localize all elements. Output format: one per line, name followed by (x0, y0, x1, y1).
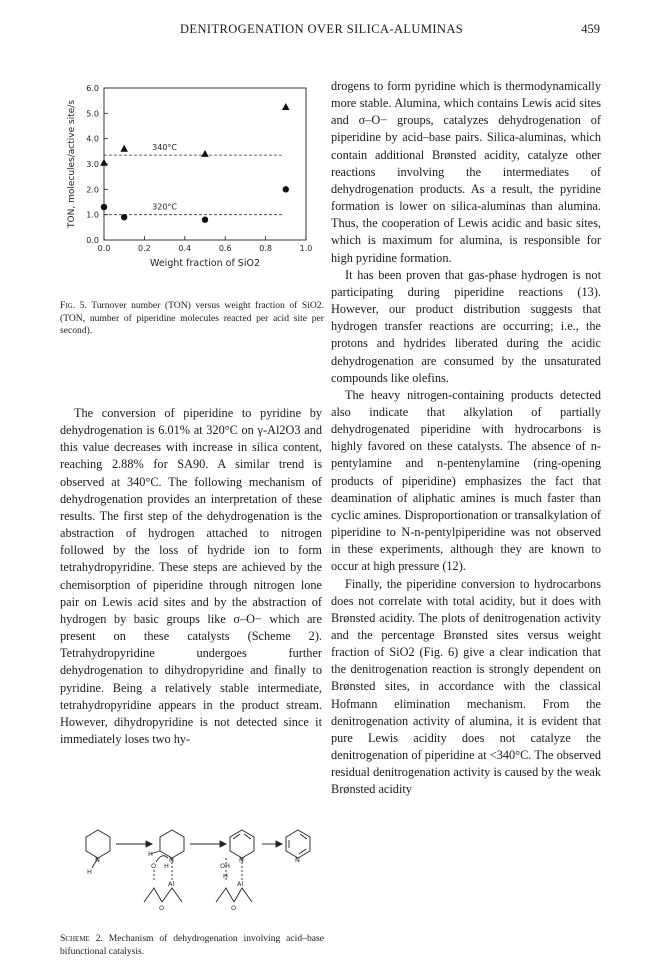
y-tick-label: 3.0 (86, 160, 99, 169)
running-title: DENITROGENATION OVER SILICA-ALUMINAS (180, 22, 464, 36)
figure-5-caption-text: Turnover number (TON) versus weight fraction of SiO2. (TON, number of piperidine molecules reacted per acid site per second). (60, 300, 324, 337)
data-point-circle (283, 186, 289, 192)
figure-5-chart (60, 80, 325, 290)
intermediate-ring (160, 830, 184, 858)
oxygen-label: O (151, 862, 157, 870)
x-axis-label: Weight fraction of SiO2 (150, 258, 260, 269)
y-tick-label: 0.0 (86, 236, 99, 245)
x-tick-label: 1.0 (299, 244, 313, 253)
hydrogen-label: H (87, 868, 92, 876)
scheme-2-caption-text: Mechanism of dehydrogenation involving acid–base bifunctional catalysis. (60, 933, 324, 957)
aluminum-label: Al (237, 880, 244, 888)
x-tick-label: 0.6 (218, 244, 232, 253)
hydrogen-label: H (148, 850, 153, 858)
arrowhead (220, 841, 226, 847)
data-point-triangle (282, 103, 290, 110)
data-point-circle (202, 217, 208, 223)
figure-5-caption-label: Fig. 5. (60, 300, 87, 311)
x-tick-label: 0.4 (178, 244, 192, 253)
hydrogen-label: H (223, 872, 228, 880)
paragraph: The conversion of piperidine to pyridine by dehydrogenation is 6.01% at 320°C on γ-Al2O3 and this value decreases with increase in silica content, reaching 2.88% for SA90. A similar trend is observed at 340°C. The following mechanism of dehydrogenation provides an interpretation of these results. The first step of the dehydrogenation is the abstraction of hydrogen attached to nitrogen followed by the loss of hydride ion to form tetrahydropyridine. These steps are achieved by the chemisorption of piperidine through nitrogen lone pair on Lewis acid sites and by the abstraction of hydrogen by basic groups like σ–O− which are present on these catalysts (Scheme 2). Tetrahydropyridine undergoes further dehydrogenation to dihydropyridine and finally to pyridine. Being a relatively stable intermediate, tetrahydropyridine appears in the product stream. However, dihydropyridine is not detected since it immediately loses two hy- (60, 406, 322, 746)
data-point-triangle (120, 145, 128, 152)
oxygen-label: O (231, 904, 237, 912)
nitrogen-label: N (239, 856, 244, 864)
double-bond (299, 849, 306, 854)
catalyst-surface (144, 888, 182, 902)
catalyst-surface (216, 888, 252, 902)
running-header (60, 22, 600, 40)
left-column (60, 405, 322, 748)
series-label: 320°C (152, 202, 178, 212)
y-tick-label: 4.0 (86, 134, 99, 144)
aluminum-label: Al (168, 880, 175, 888)
figure-5-caption (60, 300, 324, 338)
scheme-2-diagram (76, 818, 316, 918)
scheme-2-caption-label: Scheme 2. (60, 933, 103, 944)
x-tick-label: 0.0 (97, 244, 111, 253)
data-point-circle (101, 204, 107, 210)
data-point-triangle (100, 159, 108, 166)
y-tick-label: 5.0 (86, 109, 99, 119)
oxygen-label: O (159, 904, 165, 912)
hydrogen-label: H (164, 862, 169, 870)
data-point-circle (121, 214, 127, 220)
intermediate-ring (230, 830, 254, 858)
x-tick-label: 0.2 (138, 244, 151, 253)
y-tick-label: 1.0 (86, 210, 99, 220)
y-tick-label: 6.0 (86, 84, 99, 93)
y-tick-label: 2.0 (86, 185, 99, 195)
hydroxyl-label: OH (220, 862, 231, 870)
x-tick-label: 0.8 (259, 244, 272, 253)
y-axis-label: TON, molecules/active site/s (67, 100, 77, 228)
paragraph: The heavy nitrogen-containing products detected also indicate that alkylation of partially dehydrogenated piperidine with hydrocarbons is highly favored on these catalysts. The absence of n-pentylamine and n-pentenylamine (ring-opening products of piperidine) emphasizes the fact that deamination of aliphatic amines is much faster than cyclic amines. Disproportionation or transalkylation of piperidine to N-n-pentylpiperidine was not observed in these experiments, although they are known to occur at high pressure (12). (331, 387, 601, 574)
paragraph: Finally, the piperidine conversion to hydrocarbons does not correlate with total acidity, but it does with Brønsted acidity. The plots of denitrogenation activity and the percentage Brønsted sites versus weight fraction of SiO2 (Fig. 6) give a clear indication that the denitrogenation reaction is strongly dependent on Brønsted sites, in accordance with the classical Hofmann elimination mechanism. From the denitrogenation activity of alumina, it is evident that pure Lewis acidity does not catalyze the denitrogenation of piperidine at <340°C. The observed residual denitrogenation activity is caused by the weak Brønsted acidity (331, 576, 601, 797)
data-point-triangle (201, 150, 209, 157)
nitrogen-label: N (95, 856, 100, 864)
scheme-2-caption (60, 933, 324, 958)
pyridine-ring (286, 830, 310, 858)
arrowhead (146, 841, 152, 847)
right-column (331, 78, 601, 799)
nitrogen-label: N (295, 856, 300, 864)
piperidine-ring (86, 830, 110, 858)
paragraph: drogens to form pyridine which is thermodynamically more stable. Alumina, which contains Lewis acid sites and σ–O− groups, catalyzes dehydrogenation of piperidine by acid–base pairs. Silica-aluminas, which contain additional Brønsted acidity, catalyze other reactions involving the intermediates of dehydrogenation products. As a result, the pyridine formation is lower on silica-aluminas than alumina. Thus, the cooperation of Lewis acidic and basic sites, which is maximum for alumina, is responsible for high pyridine formation. (331, 79, 601, 265)
nitrogen-label: N (169, 856, 174, 864)
page-number: 459 (581, 22, 600, 36)
series-label: 340°C (152, 143, 178, 153)
arrowhead (276, 841, 282, 847)
paragraph: It has been proven that gas-phase hydrogen is not participating during piperidine reactions (13). However, our product distribution suggests that hydrogen transfer reactions are occurring; i.e., the protons and hydrides liberated during the acidic dehydrogenation are consumed by the unsaturated compounds like olefins. (331, 267, 601, 385)
